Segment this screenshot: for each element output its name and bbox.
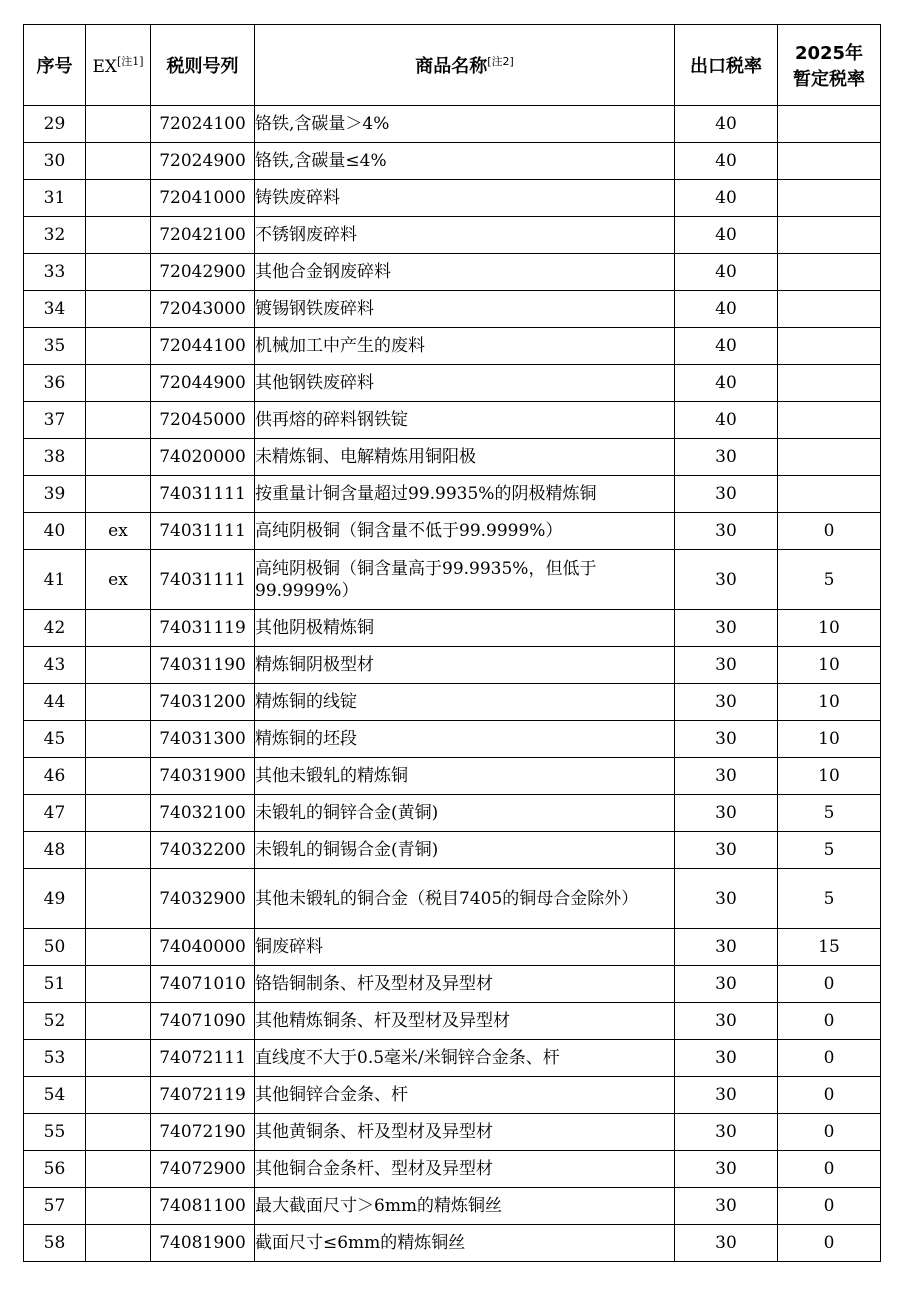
cell-provisional-rate: [778, 291, 881, 328]
table-row: [24, 869, 881, 929]
cell-export-rate: 40: [675, 254, 778, 291]
header-seq: 序号: [24, 25, 86, 106]
cell-name: 铬铁,含碳量＞4%: [255, 106, 675, 143]
cell-code: 74031111: [151, 513, 255, 550]
cell-seq: 41: [24, 550, 86, 610]
cell-code: 74081100: [151, 1188, 255, 1225]
cell-seq: 49: [24, 869, 86, 929]
cell-seq: 33: [24, 254, 86, 291]
cell-ex: [86, 328, 151, 365]
cell-export-rate: 30: [675, 684, 778, 721]
cell-seq: 48: [24, 832, 86, 869]
cell-export-rate: 30: [675, 647, 778, 684]
cell-name: 不锈钢废碎料: [255, 217, 675, 254]
cell-code: 74072190: [151, 1114, 255, 1151]
table-body: [24, 106, 881, 1262]
cell-ex: [86, 180, 151, 217]
cell-code: 72044900: [151, 365, 255, 402]
cell-ex: [86, 1188, 151, 1225]
cell-code: 72041000: [151, 180, 255, 217]
cell-ex: [86, 476, 151, 513]
cell-seq: 44: [24, 684, 86, 721]
cell-name: 机械加工中产生的废料: [255, 328, 675, 365]
cell-export-rate: 30: [675, 758, 778, 795]
cell-export-rate: 30: [675, 1003, 778, 1040]
cell-name: 供再熔的碎料钢铁锭: [255, 402, 675, 439]
cell-ex: [86, 291, 151, 328]
cell-code: 74032200: [151, 832, 255, 869]
cell-provisional-rate: 10: [778, 684, 881, 721]
cell-ex: [86, 1225, 151, 1262]
cell-export-rate: 30: [675, 795, 778, 832]
cell-seq: 50: [24, 929, 86, 966]
cell-code: 72024100: [151, 106, 255, 143]
cell-ex: [86, 795, 151, 832]
cell-code: 72042100: [151, 217, 255, 254]
cell-export-rate: 40: [675, 291, 778, 328]
cell-export-rate: 30: [675, 550, 778, 610]
cell-name: 其他铜合金条杆、型材及异型材: [255, 1151, 675, 1188]
table-row: [24, 217, 881, 254]
cell-name: 铬铁,含碳量≤4%: [255, 143, 675, 180]
cell-ex: [86, 869, 151, 929]
cell-export-rate: 30: [675, 1040, 778, 1077]
cell-seq: 38: [24, 439, 86, 476]
cell-name: 其他合金钢废碎料: [255, 254, 675, 291]
cell-provisional-rate: [778, 254, 881, 291]
cell-ex: [86, 721, 151, 758]
table-row: [24, 106, 881, 143]
cell-ex: ex: [86, 550, 151, 610]
cell-code: 74031111: [151, 550, 255, 610]
cell-name: 其他钢铁废碎料: [255, 365, 675, 402]
table-row: [24, 610, 881, 647]
cell-export-rate: 40: [675, 217, 778, 254]
cell-ex: [86, 402, 151, 439]
cell-ex: [86, 929, 151, 966]
cell-name: 精炼铜的线锭: [255, 684, 675, 721]
cell-export-rate: 30: [675, 721, 778, 758]
cell-name: 截面尺寸≤6mm的精炼铜丝: [255, 1225, 675, 1262]
cell-ex: [86, 217, 151, 254]
cell-ex: [86, 439, 151, 476]
cell-ex: [86, 684, 151, 721]
cell-ex: [86, 1151, 151, 1188]
cell-provisional-rate: 0: [778, 1040, 881, 1077]
cell-provisional-rate: 0: [778, 1188, 881, 1225]
cell-ex: [86, 966, 151, 1003]
cell-provisional-rate: [778, 143, 881, 180]
cell-code: 74072111: [151, 1040, 255, 1077]
table-row: [24, 291, 881, 328]
cell-provisional-rate: [778, 328, 881, 365]
table-row: [24, 647, 881, 684]
cell-seq: 47: [24, 795, 86, 832]
cell-provisional-rate: 5: [778, 869, 881, 929]
cell-code: 74032900: [151, 869, 255, 929]
cell-code: 74031119: [151, 610, 255, 647]
cell-export-rate: 30: [675, 966, 778, 1003]
cell-ex: [86, 254, 151, 291]
cell-export-rate: 30: [675, 1077, 778, 1114]
cell-ex: [86, 1003, 151, 1040]
header-name-label: 商品名称: [415, 56, 488, 77]
cell-name: 镀锡钢铁废碎料: [255, 291, 675, 328]
cell-export-rate: 40: [675, 402, 778, 439]
cell-export-rate: 40: [675, 143, 778, 180]
cell-code: 74032100: [151, 795, 255, 832]
cell-export-rate: 30: [675, 513, 778, 550]
cell-code: 72044100: [151, 328, 255, 365]
cell-provisional-rate: 0: [778, 1151, 881, 1188]
table-row: [24, 328, 881, 365]
cell-name: 其他阴极精炼铜: [255, 610, 675, 647]
cell-export-rate: 30: [675, 1114, 778, 1151]
cell-seq: 54: [24, 1077, 86, 1114]
cell-ex: [86, 647, 151, 684]
cell-seq: 34: [24, 291, 86, 328]
cell-seq: 32: [24, 217, 86, 254]
table-row: [24, 1188, 881, 1225]
table-row: [24, 832, 881, 869]
cell-code: 72042900: [151, 254, 255, 291]
cell-provisional-rate: 10: [778, 758, 881, 795]
table-row: [24, 758, 881, 795]
cell-provisional-rate: 0: [778, 1114, 881, 1151]
cell-seq: 29: [24, 106, 86, 143]
cell-export-rate: 30: [675, 929, 778, 966]
cell-code: 74020000: [151, 439, 255, 476]
cell-seq: 57: [24, 1188, 86, 1225]
table-row: [24, 513, 881, 550]
cell-name: 直线度不大于0.5毫米/米铜锌合金条、杆: [255, 1040, 675, 1077]
cell-name: 高纯阴极铜（铜含量高于99.9935%，但低于99.9999%）: [255, 550, 675, 610]
table-row: [24, 795, 881, 832]
table-row: [24, 966, 881, 1003]
cell-provisional-rate: 0: [778, 1225, 881, 1262]
cell-provisional-rate: 10: [778, 610, 881, 647]
cell-export-rate: 40: [675, 328, 778, 365]
table-row: [24, 929, 881, 966]
cell-ex: [86, 832, 151, 869]
cell-provisional-rate: 0: [778, 513, 881, 550]
cell-code: 74040000: [151, 929, 255, 966]
cell-seq: 51: [24, 966, 86, 1003]
cell-provisional-rate: [778, 180, 881, 217]
header-provisional-line1: 2025年: [794, 43, 864, 64]
header-provisional-rate: [778, 25, 881, 106]
cell-code: 74031190: [151, 647, 255, 684]
cell-provisional-rate: [778, 402, 881, 439]
cell-provisional-rate: [778, 217, 881, 254]
cell-name: 其他铜锌合金条、杆: [255, 1077, 675, 1114]
table-row: [24, 143, 881, 180]
table-row: [24, 721, 881, 758]
cell-export-rate: 30: [675, 439, 778, 476]
cell-ex: [86, 143, 151, 180]
table-row: [24, 1040, 881, 1077]
cell-code: 74071010: [151, 966, 255, 1003]
cell-export-rate: 30: [675, 1151, 778, 1188]
cell-code: 72043000: [151, 291, 255, 328]
cell-ex: [86, 365, 151, 402]
cell-name: 精炼铜阴极型材: [255, 647, 675, 684]
cell-seq: 43: [24, 647, 86, 684]
cell-name: 未精炼铜、电解精炼用铜阳极: [255, 439, 675, 476]
cell-seq: 35: [24, 328, 86, 365]
cell-name: 铬锆铜制条、杆及型材及异型材: [255, 966, 675, 1003]
header-ex-label: EX: [92, 57, 117, 77]
cell-provisional-rate: 10: [778, 647, 881, 684]
header-name: [255, 25, 675, 106]
cell-provisional-rate: [778, 439, 881, 476]
cell-export-rate: 30: [675, 1188, 778, 1225]
cell-name: 铜废碎料: [255, 929, 675, 966]
table-row: [24, 1225, 881, 1262]
cell-ex: [86, 1040, 151, 1077]
cell-name: 高纯阴极铜（铜含量不低于99.9999%）: [255, 513, 675, 550]
header-code: 税则号列: [151, 25, 255, 106]
header-export-rate: 出口税率: [675, 25, 778, 106]
table-row: [24, 1003, 881, 1040]
cell-provisional-rate: 5: [778, 832, 881, 869]
cell-seq: 40: [24, 513, 86, 550]
cell-provisional-rate: [778, 106, 881, 143]
table-row: [24, 1077, 881, 1114]
cell-provisional-rate: 15: [778, 929, 881, 966]
cell-seq: 36: [24, 365, 86, 402]
cell-provisional-rate: 10: [778, 721, 881, 758]
table-row: [24, 402, 881, 439]
cell-provisional-rate: [778, 476, 881, 513]
cell-seq: 42: [24, 610, 86, 647]
cell-ex: [86, 1114, 151, 1151]
cell-code: 74031200: [151, 684, 255, 721]
cell-export-rate: 40: [675, 180, 778, 217]
cell-ex: [86, 1077, 151, 1114]
cell-code: 74031900: [151, 758, 255, 795]
cell-export-rate: 40: [675, 106, 778, 143]
cell-export-rate: 30: [675, 869, 778, 929]
cell-code: 74072900: [151, 1151, 255, 1188]
cell-name: 铸铁废碎料: [255, 180, 675, 217]
cell-provisional-rate: 5: [778, 795, 881, 832]
cell-code: 74071090: [151, 1003, 255, 1040]
cell-ex: [86, 610, 151, 647]
cell-seq: 30: [24, 143, 86, 180]
cell-seq: 31: [24, 180, 86, 217]
cell-provisional-rate: 5: [778, 550, 881, 610]
cell-code: 74031111: [151, 476, 255, 513]
cell-seq: 53: [24, 1040, 86, 1077]
cell-export-rate: 30: [675, 1225, 778, 1262]
cell-seq: 58: [24, 1225, 86, 1262]
cell-provisional-rate: 0: [778, 1003, 881, 1040]
cell-name: 其他黄铜条、杆及型材及异型材: [255, 1114, 675, 1151]
cell-name: 其他未锻轧的精炼铜: [255, 758, 675, 795]
cell-code: 74081900: [151, 1225, 255, 1262]
cell-name: 精炼铜的坯段: [255, 721, 675, 758]
cell-export-rate: 40: [675, 365, 778, 402]
cell-seq: 39: [24, 476, 86, 513]
table-row: [24, 1114, 881, 1151]
cell-seq: 55: [24, 1114, 86, 1151]
table-row: [24, 476, 881, 513]
cell-seq: 52: [24, 1003, 86, 1040]
cell-ex: [86, 758, 151, 795]
cell-export-rate: 30: [675, 832, 778, 869]
cell-provisional-rate: 0: [778, 966, 881, 1003]
tariff-table: [23, 24, 881, 1262]
header-ex: [86, 25, 151, 106]
cell-name: 其他未锻轧的铜合金（税目7405的铜母合金除外）: [255, 869, 675, 929]
cell-seq: 45: [24, 721, 86, 758]
cell-ex: ex: [86, 513, 151, 550]
cell-provisional-rate: 0: [778, 1077, 881, 1114]
cell-ex: [86, 106, 151, 143]
cell-export-rate: 30: [675, 610, 778, 647]
table-row: [24, 550, 881, 610]
cell-seq: 37: [24, 402, 86, 439]
cell-name: 最大截面尺寸＞6mm的精炼铜丝: [255, 1188, 675, 1225]
table-row: [24, 254, 881, 291]
cell-name: 其他精炼铜条、杆及型材及异型材: [255, 1003, 675, 1040]
cell-seq: 46: [24, 758, 86, 795]
cell-name: 按重量计铜含量超过99.9935%的阴极精炼铜: [255, 476, 675, 513]
cell-code: 72045000: [151, 402, 255, 439]
cell-code: 72024900: [151, 143, 255, 180]
cell-name: 未锻轧的铜锌合金(黄铜): [255, 795, 675, 832]
table-row: [24, 180, 881, 217]
table-row: [24, 439, 881, 476]
table-header-row: [24, 25, 881, 106]
header-provisional-line2: 暂定税率: [793, 69, 865, 90]
table-row: [24, 1151, 881, 1188]
cell-provisional-rate: [778, 365, 881, 402]
header-name-note: [注2]: [487, 55, 514, 68]
cell-seq: 56: [24, 1151, 86, 1188]
header-ex-note: [注1]: [116, 55, 144, 68]
table-row: [24, 365, 881, 402]
cell-name: 未锻轧的铜锡合金(青铜): [255, 832, 675, 869]
table-row: [24, 684, 881, 721]
cell-code: 74072119: [151, 1077, 255, 1114]
cell-export-rate: 30: [675, 476, 778, 513]
cell-code: 74031300: [151, 721, 255, 758]
